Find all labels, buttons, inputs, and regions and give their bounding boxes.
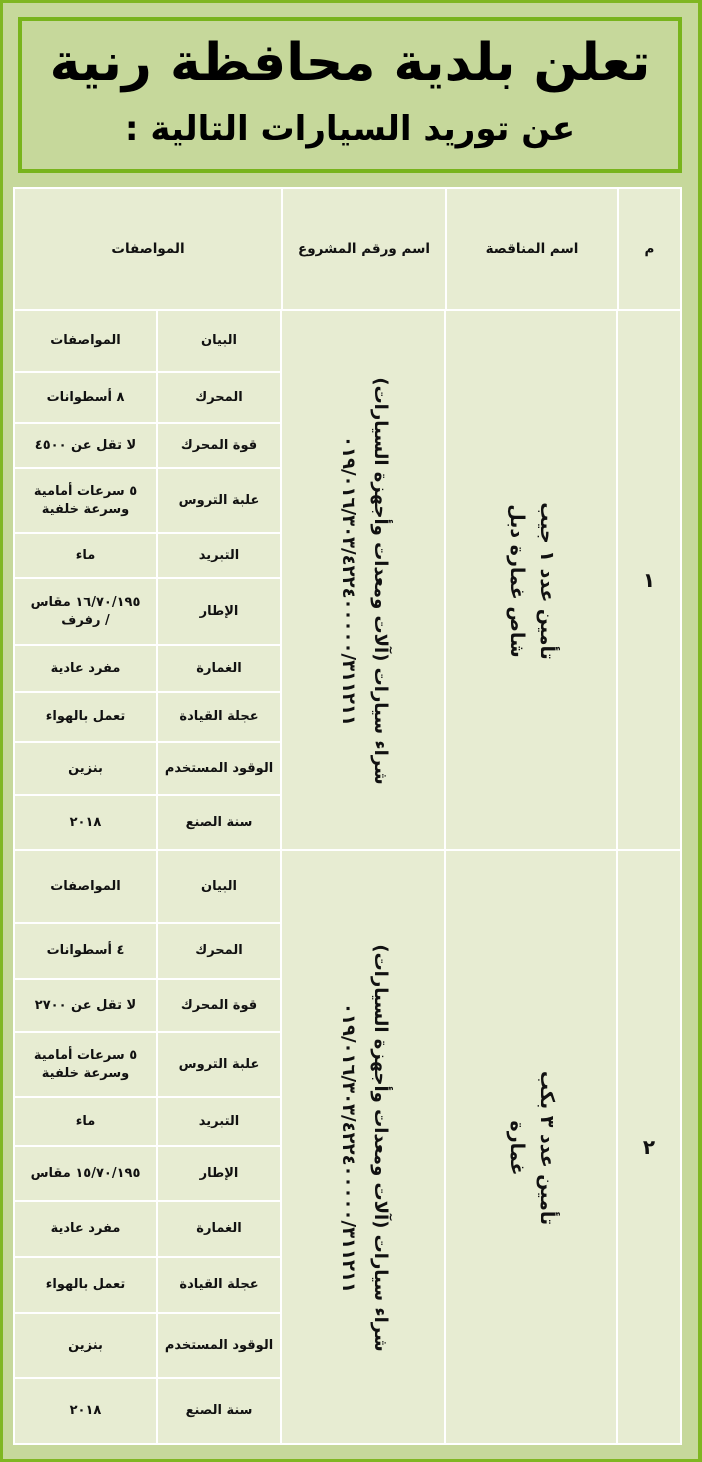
spec-item-value: ٥ سرعات أمامية وسرعة خلفية [15, 469, 156, 532]
spec-item-value: ٤ أسطوانات [15, 924, 156, 978]
spec-item-value: لا تقل عن ٤٥٠٠ [15, 424, 156, 467]
spec-item-value: ١٦/٧٠/١٩٥ مقاس / رفرف [15, 579, 156, 644]
spec-header-value: المواصفات [15, 311, 156, 371]
page-subtitle: عن توريد السيارات التالية : [124, 109, 576, 149]
spec-item-value: ٥ سرعات أمامية وسرعة خلفية [15, 1033, 156, 1096]
spec-header-value: المواصفات [15, 851, 156, 922]
spec-item-value: ماء [15, 534, 156, 577]
spec-item-label: الغمارة [158, 646, 280, 691]
project-number: ٠١٩/٠١٦/٣٠٣/٤٢٢٤٠٠٠٠٠/٣١١٢١١ [338, 1003, 359, 1293]
spec-item-value: تعمل بالهواء [15, 1258, 156, 1312]
page-title: تعلن بلدية محافظة رنية [49, 33, 651, 93]
spec-item-value: مفرد عادية [15, 1202, 156, 1256]
spec-item-label: المحرك [158, 373, 280, 422]
spec-item-label: عجلة القيادة [158, 693, 280, 741]
announcement-header [18, 17, 682, 173]
spec-item-label: الوقود المستخدم [158, 1314, 280, 1377]
spec-item-label: الوقود المستخدم [158, 743, 280, 794]
spec-item-label: عجلة القيادة [158, 1258, 280, 1312]
spec-item-label: علبة التروس [158, 1033, 280, 1096]
spec-header-item: البيان [158, 311, 280, 371]
spec-item-label: التبريد [158, 1098, 280, 1145]
spec-item-label: الغمارة [158, 1202, 280, 1256]
spec-item-value: ماء [15, 1098, 156, 1145]
column-header-specs [15, 189, 281, 309]
column-header-label: اسم ورقم المشروع [298, 240, 430, 257]
project-text [282, 851, 446, 1445]
column-header-label: اسم المناقصة [485, 240, 579, 257]
project-name: شراء سيارات (آلات ومعدات وأجهزة السيارات) [370, 377, 391, 785]
spec-item-label: الإطار [158, 579, 280, 644]
spec-item-label: قوة المحرك [158, 424, 280, 467]
spec-item-label: سنة الصنع [158, 1379, 280, 1443]
spec-item-value: بنزين [15, 1314, 156, 1377]
project-cell [282, 851, 444, 1443]
spec-item-label: المحرك [158, 924, 280, 978]
tender-name-line: تأمين عدد ٣ بكب [536, 1070, 558, 1226]
column-header-index [619, 189, 680, 309]
spec-item-label: قوة المحرك [158, 980, 280, 1031]
spec-item-value: مفرد عادية [15, 646, 156, 691]
tender-name-line: شاص غمارة دبل [506, 504, 528, 658]
column-header-label: المواصفات [111, 240, 185, 257]
project-cell [282, 311, 444, 849]
tender-name-cell [446, 311, 616, 849]
spec-item-label: الإطار [158, 1147, 280, 1200]
row-index: ٢ [618, 851, 680, 1443]
spec-item-value: تعمل بالهواء [15, 693, 156, 741]
spec-item-label: سنة الصنع [158, 796, 280, 849]
column-header-label: م [644, 240, 655, 257]
project-number: ٠١٩/٠١٦/٣٠٣/٤٢٢٤٠٠٠٠٠/٣١١٢١١ [338, 436, 359, 726]
tender-name-line: تأمين عدد ١ جيب [536, 502, 558, 660]
spec-item-label: التبريد [158, 534, 280, 577]
row-index: ١ [618, 311, 680, 849]
column-header-project [283, 189, 445, 309]
tender-table [13, 187, 682, 1445]
column-header-tender-name [447, 189, 617, 309]
spec-item-value: ٢٠١٨ [15, 1379, 156, 1443]
spec-item-value: بنزين [15, 743, 156, 794]
spec-item-value: ٢٠١٨ [15, 796, 156, 849]
spec-header-item: البيان [158, 851, 280, 922]
tender-name-line: غمارة [506, 1120, 528, 1176]
spec-item-value: لا تقل عن ٢٧٠٠ [15, 980, 156, 1031]
project-name: شراء سيارات (آلات ومعدات وأجهزة السيارات) [370, 944, 391, 1352]
tender-name-text [446, 851, 618, 1445]
spec-item-label: علبة التروس [158, 469, 280, 532]
spec-item-value: ٨ أسطوانات [15, 373, 156, 422]
tender-name-cell [446, 851, 616, 1443]
tender-name-text [446, 311, 618, 851]
project-text [282, 311, 446, 851]
spec-item-value: ١٥/٧٠/١٩٥ مقاس [15, 1147, 156, 1200]
